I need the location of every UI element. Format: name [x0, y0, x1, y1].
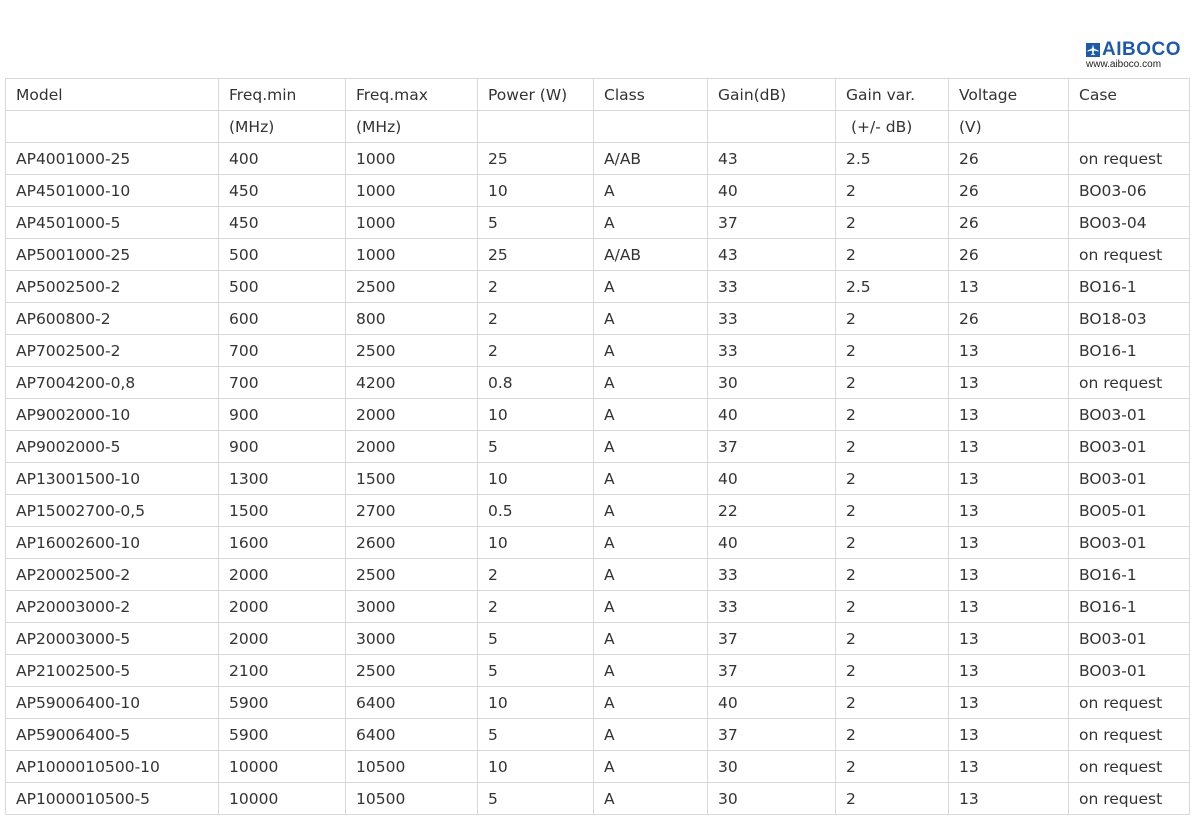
- cell-gain-var: 2: [836, 559, 949, 591]
- cell-gain: 33: [708, 559, 836, 591]
- cell-case: on request: [1069, 719, 1190, 751]
- cell-case: on request: [1069, 239, 1190, 271]
- cell-freq-max: Freq.max: [346, 79, 478, 111]
- cell-model: AP16002600-10: [6, 527, 219, 559]
- cell-model: AP1000010500-10: [6, 751, 219, 783]
- cell-class: A: [594, 719, 708, 751]
- table-row: [6, 783, 1190, 815]
- cell-model: AP20002500-2: [6, 559, 219, 591]
- cell-gain-var: 2: [836, 591, 949, 623]
- cell-gain-var: 2: [836, 399, 949, 431]
- cell-freq-max: 2500: [346, 335, 478, 367]
- cell-gain: 37: [708, 655, 836, 687]
- cell-case: on request: [1069, 751, 1190, 783]
- cell-voltage: 13: [949, 751, 1069, 783]
- cell-freq-max: 2500: [346, 271, 478, 303]
- cell-gain: 33: [708, 591, 836, 623]
- cell-freq-max: 3000: [346, 623, 478, 655]
- table-row: [6, 527, 1190, 559]
- table-row: [6, 303, 1190, 335]
- cell-voltage: 13: [949, 591, 1069, 623]
- cell-model: AP4501000-10: [6, 175, 219, 207]
- brand-name: AIBOCO: [1102, 39, 1181, 60]
- cell-gain-var: 2: [836, 655, 949, 687]
- cell-gain: Gain(dB): [708, 79, 836, 111]
- cell-freq-max: 2000: [346, 399, 478, 431]
- cell-freq-min: 900: [219, 399, 346, 431]
- cell-gain-var: 2.5: [836, 143, 949, 175]
- cell-case: on request: [1069, 367, 1190, 399]
- cell-gain: 40: [708, 399, 836, 431]
- cell-gain: 40: [708, 687, 836, 719]
- cell-freq-min: 500: [219, 271, 346, 303]
- cell-gain: 37: [708, 431, 836, 463]
- cell-freq-min: 450: [219, 175, 346, 207]
- cell-power: 10: [478, 527, 594, 559]
- airplane-icon: [1086, 43, 1100, 57]
- cell-freq-min: 700: [219, 367, 346, 399]
- cell-model: AP4501000-5: [6, 207, 219, 239]
- cell-voltage: 26: [949, 207, 1069, 239]
- cell-model: AP9002000-5: [6, 431, 219, 463]
- cell-freq-min: 1600: [219, 527, 346, 559]
- cell-voltage: 26: [949, 175, 1069, 207]
- cell-gain-var: 2: [836, 463, 949, 495]
- cell-class: A: [594, 367, 708, 399]
- table-row: [6, 623, 1190, 655]
- cell-gain-var: (+/- dB): [836, 111, 949, 143]
- cell-case: BO03-01: [1069, 527, 1190, 559]
- table-row: [6, 335, 1190, 367]
- cell-gain-var: 2: [836, 719, 949, 751]
- cell-power: 0.5: [478, 495, 594, 527]
- cell-case: Case: [1069, 79, 1190, 111]
- cell-case: BO18-03: [1069, 303, 1190, 335]
- cell-freq-max: 2500: [346, 559, 478, 591]
- cell-class: A: [594, 623, 708, 655]
- cell-class: A: [594, 175, 708, 207]
- cell-case: BO03-01: [1069, 655, 1190, 687]
- cell-gain: 30: [708, 751, 836, 783]
- cell-freq-min: 5900: [219, 719, 346, 751]
- cell-freq-max: 6400: [346, 687, 478, 719]
- cell-voltage: 13: [949, 655, 1069, 687]
- cell-model: AP7002500-2: [6, 335, 219, 367]
- cell-freq-max: 1000: [346, 239, 478, 271]
- cell-gain-var: 2: [836, 207, 949, 239]
- cell-gain-var: 2: [836, 687, 949, 719]
- cell-model: Model: [6, 79, 219, 111]
- cell-voltage: 26: [949, 239, 1069, 271]
- table-row: [6, 463, 1190, 495]
- cell-freq-max: 4200: [346, 367, 478, 399]
- cell-model: AP20003000-5: [6, 623, 219, 655]
- cell-model: AP600800-2: [6, 303, 219, 335]
- cell-gain-var: 2: [836, 239, 949, 271]
- cell-case: on request: [1069, 143, 1190, 175]
- table-row: [6, 559, 1190, 591]
- cell-model: AP59006400-10: [6, 687, 219, 719]
- cell-power: 5: [478, 431, 594, 463]
- cell-case: on request: [1069, 687, 1190, 719]
- cell-freq-max: 1000: [346, 207, 478, 239]
- cell-voltage: 13: [949, 623, 1069, 655]
- cell-freq-max: 1000: [346, 175, 478, 207]
- cell-gain-var: 2: [836, 431, 949, 463]
- cell-power: 2: [478, 271, 594, 303]
- cell-freq-min: 2100: [219, 655, 346, 687]
- cell-power: 5: [478, 655, 594, 687]
- cell-gain-var: 2: [836, 303, 949, 335]
- cell-gain-var: 2: [836, 335, 949, 367]
- cell-gain-var: 2: [836, 495, 949, 527]
- cell-model: AP20003000-2: [6, 591, 219, 623]
- cell-class: A/AB: [594, 143, 708, 175]
- cell-freq-max: (MHz): [346, 111, 478, 143]
- cell-class: A: [594, 207, 708, 239]
- cell-gain: 43: [708, 239, 836, 271]
- cell-freq-max: 2600: [346, 527, 478, 559]
- cell-voltage: 13: [949, 271, 1069, 303]
- cell-voltage: 13: [949, 687, 1069, 719]
- cell-freq-max: 10500: [346, 751, 478, 783]
- cell-class: A: [594, 463, 708, 495]
- cell-gain: 40: [708, 527, 836, 559]
- cell-freq-min: 2000: [219, 623, 346, 655]
- cell-freq-min: 10000: [219, 783, 346, 815]
- cell-case: BO03-01: [1069, 431, 1190, 463]
- cell-gain: [708, 111, 836, 143]
- cell-gain: 37: [708, 719, 836, 751]
- cell-freq-max: 1500: [346, 463, 478, 495]
- table-row: [6, 143, 1190, 175]
- cell-freq-max: 3000: [346, 591, 478, 623]
- cell-model: AP5002500-2: [6, 271, 219, 303]
- cell-gain: 43: [708, 143, 836, 175]
- cell-power: 2: [478, 303, 594, 335]
- cell-gain: 33: [708, 335, 836, 367]
- cell-model: AP15002700-0,5: [6, 495, 219, 527]
- table-header-row: [6, 79, 1190, 111]
- cell-model: AP59006400-5: [6, 719, 219, 751]
- cell-model: AP9002000-10: [6, 399, 219, 431]
- cell-case: BO05-01: [1069, 495, 1190, 527]
- cell-voltage: 26: [949, 143, 1069, 175]
- cell-power: 25: [478, 239, 594, 271]
- cell-case: BO16-1: [1069, 335, 1190, 367]
- cell-gain: 37: [708, 623, 836, 655]
- cell-freq-min: 10000: [219, 751, 346, 783]
- table-row: [6, 367, 1190, 399]
- cell-freq-max: 10500: [346, 783, 478, 815]
- cell-power: Power (W): [478, 79, 594, 111]
- cell-gain: 33: [708, 271, 836, 303]
- table-row: [6, 207, 1190, 239]
- cell-gain-var: 2: [836, 623, 949, 655]
- cell-gain-var: 2.5: [836, 271, 949, 303]
- cell-voltage: 13: [949, 495, 1069, 527]
- cell-power: 0.8: [478, 367, 594, 399]
- table-row: [6, 239, 1190, 271]
- cell-case: BO16-1: [1069, 559, 1190, 591]
- cell-freq-min: 400: [219, 143, 346, 175]
- spec-table-body: [6, 79, 1190, 815]
- brand-url: www.aiboco.com: [1086, 59, 1162, 70]
- cell-voltage: 13: [949, 463, 1069, 495]
- cell-freq-min: 900: [219, 431, 346, 463]
- cell-model: AP1000010500-5: [6, 783, 219, 815]
- cell-power: 5: [478, 207, 594, 239]
- cell-freq-min: Freq.min: [219, 79, 346, 111]
- cell-voltage: 13: [949, 399, 1069, 431]
- cell-power: 5: [478, 783, 594, 815]
- cell-power: 2: [478, 335, 594, 367]
- cell-power: 10: [478, 175, 594, 207]
- cell-voltage: (V): [949, 111, 1069, 143]
- cell-voltage: 13: [949, 335, 1069, 367]
- table-row: [6, 495, 1190, 527]
- cell-case: BO16-1: [1069, 591, 1190, 623]
- amplifier-spec-table: [5, 78, 1190, 815]
- cell-freq-min: 600: [219, 303, 346, 335]
- table-row: [6, 591, 1190, 623]
- cell-power: 10: [478, 399, 594, 431]
- cell-power: 5: [478, 623, 594, 655]
- cell-freq-max: 6400: [346, 719, 478, 751]
- cell-class: A: [594, 271, 708, 303]
- cell-class: A: [594, 495, 708, 527]
- table-row: [6, 751, 1190, 783]
- cell-freq-min: (MHz): [219, 111, 346, 143]
- cell-class: A: [594, 335, 708, 367]
- cell-freq-max: 2700: [346, 495, 478, 527]
- cell-freq-max: 1000: [346, 143, 478, 175]
- cell-case: BO03-01: [1069, 623, 1190, 655]
- cell-power: 10: [478, 463, 594, 495]
- cell-gain: 33: [708, 303, 836, 335]
- cell-case: BO16-1: [1069, 271, 1190, 303]
- cell-freq-min: 1300: [219, 463, 346, 495]
- cell-class: A: [594, 527, 708, 559]
- cell-gain: 37: [708, 207, 836, 239]
- cell-freq-min: 2000: [219, 559, 346, 591]
- cell-model: AP13001500-10: [6, 463, 219, 495]
- cell-class: A: [594, 303, 708, 335]
- cell-case: BO03-04: [1069, 207, 1190, 239]
- cell-gain: 40: [708, 175, 836, 207]
- cell-case: [1069, 111, 1190, 143]
- cell-case: BO03-01: [1069, 463, 1190, 495]
- cell-class: A: [594, 559, 708, 591]
- table-row: [6, 175, 1190, 207]
- cell-power: 10: [478, 751, 594, 783]
- cell-class: A: [594, 431, 708, 463]
- cell-freq-min: 500: [219, 239, 346, 271]
- cell-power: 25: [478, 143, 594, 175]
- cell-class: A: [594, 783, 708, 815]
- brand-logo: [1084, 40, 1184, 72]
- cell-power: 2: [478, 591, 594, 623]
- cell-gain-var: Gain var.: [836, 79, 949, 111]
- cell-gain: 30: [708, 783, 836, 815]
- cell-voltage: 13: [949, 431, 1069, 463]
- table-row: [6, 655, 1190, 687]
- cell-class: A: [594, 687, 708, 719]
- cell-gain-var: 2: [836, 751, 949, 783]
- cell-case: BO03-01: [1069, 399, 1190, 431]
- cell-gain: 22: [708, 495, 836, 527]
- cell-voltage: 13: [949, 527, 1069, 559]
- cell-case: BO03-06: [1069, 175, 1190, 207]
- cell-voltage: 13: [949, 559, 1069, 591]
- cell-voltage: 13: [949, 367, 1069, 399]
- cell-class: A/AB: [594, 239, 708, 271]
- cell-power: 2: [478, 559, 594, 591]
- table-header-units-row: [6, 111, 1190, 143]
- cell-gain-var: 2: [836, 367, 949, 399]
- cell-power: 10: [478, 687, 594, 719]
- cell-model: AP4001000-25: [6, 143, 219, 175]
- table-row: [6, 687, 1190, 719]
- cell-gain-var: 2: [836, 783, 949, 815]
- cell-power: [478, 111, 594, 143]
- cell-voltage: 26: [949, 303, 1069, 335]
- cell-class: A: [594, 655, 708, 687]
- cell-class: A: [594, 591, 708, 623]
- table-row: [6, 399, 1190, 431]
- cell-class: A: [594, 399, 708, 431]
- cell-class: Class: [594, 79, 708, 111]
- cell-voltage: Voltage: [949, 79, 1069, 111]
- cell-voltage: 13: [949, 783, 1069, 815]
- cell-class: A: [594, 751, 708, 783]
- cell-freq-min: 5900: [219, 687, 346, 719]
- cell-gain-var: 2: [836, 175, 949, 207]
- cell-model: AP7004200-0,8: [6, 367, 219, 399]
- table-row: [6, 719, 1190, 751]
- cell-freq-min: 700: [219, 335, 346, 367]
- cell-model: AP21002500-5: [6, 655, 219, 687]
- table-row: [6, 271, 1190, 303]
- cell-freq-max: 2500: [346, 655, 478, 687]
- cell-power: 5: [478, 719, 594, 751]
- cell-model: AP5001000-25: [6, 239, 219, 271]
- cell-freq-max: 2000: [346, 431, 478, 463]
- cell-freq-min: 450: [219, 207, 346, 239]
- cell-voltage: 13: [949, 719, 1069, 751]
- cell-gain: 30: [708, 367, 836, 399]
- cell-model: [6, 111, 219, 143]
- cell-freq-min: 2000: [219, 591, 346, 623]
- cell-gain-var: 2: [836, 527, 949, 559]
- table-row: [6, 431, 1190, 463]
- cell-class: [594, 111, 708, 143]
- cell-gain: 40: [708, 463, 836, 495]
- cell-freq-min: 1500: [219, 495, 346, 527]
- cell-case: on request: [1069, 783, 1190, 815]
- cell-freq-max: 800: [346, 303, 478, 335]
